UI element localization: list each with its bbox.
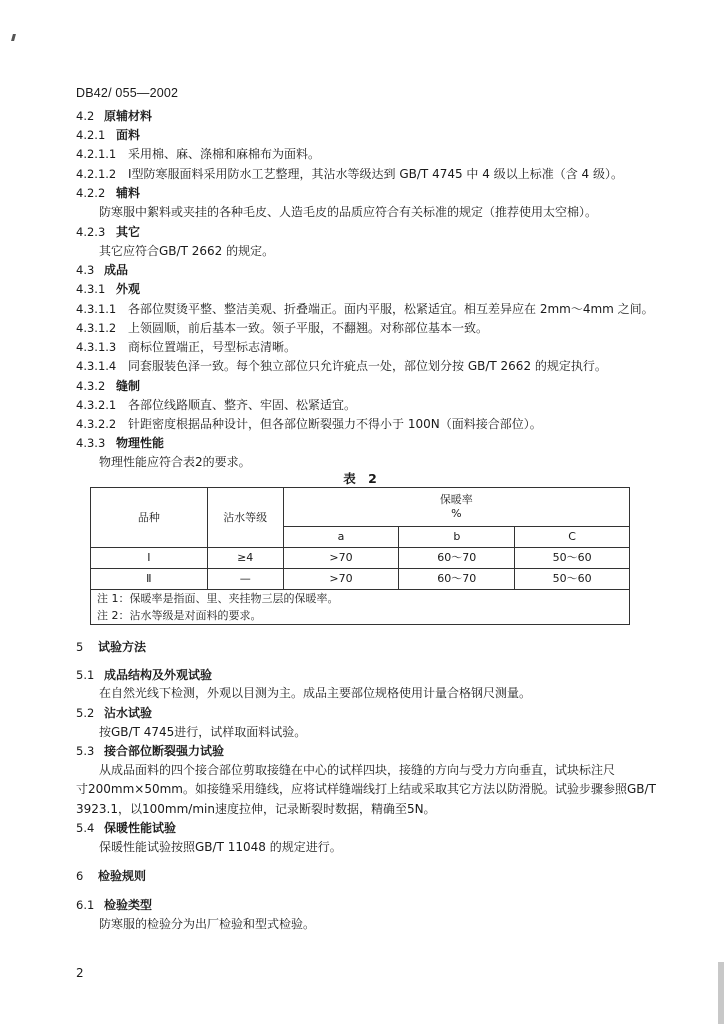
- paragraph-line: [76, 166, 623, 182]
- table-caption: 表 2: [343, 471, 381, 486]
- line-text: 成品结构及外观试验: [104, 668, 213, 682]
- subheader-a: a: [283, 527, 399, 548]
- cell-water: —: [207, 569, 283, 590]
- paragraph-line: [99, 724, 306, 740]
- table-note-2: 注 2：沾水等级是对面料的要求。: [91, 607, 630, 625]
- clause-number: 4.2.2: [76, 186, 106, 200]
- clause-number: 5.1: [76, 668, 95, 682]
- section-heading: [76, 639, 146, 655]
- paragraph-line: [99, 916, 315, 932]
- section-heading: [76, 224, 140, 240]
- clause-number: 4.3.2.2: [76, 417, 117, 431]
- paragraph-line: [99, 204, 597, 220]
- paragraph-line: [76, 781, 656, 797]
- line-text: 面料: [116, 128, 141, 142]
- paragraph-line: [76, 416, 542, 432]
- clause-number: 4.3.1.3: [76, 340, 117, 354]
- section-heading: [76, 281, 140, 297]
- line-text: 检验类型: [104, 898, 153, 912]
- section-heading: [76, 897, 152, 913]
- section-heading: [76, 435, 164, 451]
- paragraph-line: [76, 146, 320, 162]
- line-text: 沾水试验: [104, 706, 153, 720]
- table-row: [91, 569, 630, 590]
- paragraph-line: [99, 762, 615, 778]
- subheader-b: b: [399, 527, 515, 548]
- line-text: 保暖性能试验按照GB/T 11048 的规定进行。: [99, 840, 342, 854]
- header-water-grade: 沾水等级: [207, 488, 283, 548]
- clause-number: 4.3: [76, 263, 95, 277]
- line-text: 检验规则: [98, 869, 147, 883]
- clause-number: 6.1: [76, 898, 95, 912]
- section-heading: [76, 705, 152, 721]
- line-text: 各部位熨烫平整、整洁美观、折叠端正。面内平服，松紧适宜。相互差异应在 2mm～4mm 之间。: [128, 302, 654, 316]
- line-text: 同套服装色泽一致。每个独立部位只允许疵点一处，部位划分按 GB/T 2662 的规定执行。: [128, 359, 607, 373]
- clause-number: 5.3: [76, 744, 95, 758]
- clause-number: 4.3.2: [76, 379, 106, 393]
- clause-number: 4.2: [76, 109, 95, 123]
- subheader-c: C: [515, 527, 630, 548]
- line-text: 保暖性能试验: [104, 821, 177, 835]
- line-text: 各部位线路顺直、整齐、牢固、松紧适宜。: [128, 398, 357, 412]
- line-text: 寸200mm×50mm。如接缝采用缝线，应将试样缝端线打上结或采取其它方法以防滑脱。试验步骤参照GB/T: [76, 782, 656, 796]
- line-text: 商标位置端正，号型标志清晰。: [128, 340, 297, 354]
- line-text: 针距密度根据品种设计，但各部位断裂强力不得小于 100N（面料接合部位）。: [128, 417, 542, 431]
- cell-variety: Ⅱ: [91, 569, 208, 590]
- section-heading: [76, 262, 128, 278]
- section-heading: [76, 108, 152, 124]
- line-text: 接合部位断裂强力试验: [104, 744, 225, 758]
- paragraph-line: [99, 685, 531, 701]
- section-heading: [76, 127, 140, 143]
- section-heading: [76, 868, 146, 884]
- clause-number: 4.2.1: [76, 128, 106, 142]
- section-heading: [76, 820, 176, 836]
- clause-number: 4.3.1.2: [76, 321, 117, 335]
- document-code: DB42/ 055—2002: [76, 86, 179, 100]
- paragraph-line: [76, 801, 436, 817]
- line-text: 物理性能应符合表2的要求。: [99, 455, 251, 469]
- clause-number: 4.3.1: [76, 282, 106, 296]
- warmth-rate-label: 保暖率: [439, 493, 473, 506]
- line-text: 上领圆顺，前后基本一致。领子平服，不翻翘。对称部位基本一致。: [128, 321, 489, 335]
- line-text: 成品: [104, 263, 129, 277]
- cell-b: 60～70: [399, 569, 515, 590]
- paragraph-line: [76, 301, 654, 317]
- paragraph-line: [99, 454, 251, 470]
- line-text: 在自然光线下检测，外观以目测为主。成品主要部位规格使用计量合格钢尺测量。: [99, 686, 532, 700]
- table-note-1: 注 1：保暖率是指面、里、夹挂物三层的保暖率。: [91, 590, 630, 608]
- paragraph-line: [99, 839, 342, 855]
- cell-variety: Ⅰ: [91, 548, 208, 569]
- scan-mark: [11, 34, 16, 41]
- line-text: 外观: [116, 282, 141, 296]
- section-heading: [76, 743, 224, 759]
- clause-number: 4.3.1.1: [76, 302, 117, 316]
- cell-a: >70: [283, 569, 399, 590]
- clause-number: 4.2.3: [76, 225, 106, 239]
- section-heading: [76, 667, 212, 683]
- clause-number: 4.2.1.1: [76, 147, 117, 161]
- paragraph-line: [99, 243, 274, 259]
- line-text: 辅料: [116, 186, 141, 200]
- line-text: 其它: [116, 225, 141, 239]
- paragraph-line: [76, 320, 488, 336]
- line-text: 试验方法: [98, 640, 147, 654]
- line-text: 其它应符合GB/T 2662 的规定。: [99, 244, 275, 258]
- cell-c: 50～60: [515, 569, 630, 590]
- line-text: 从成品面料的四个接合部位剪取接缝在中心的试样四块，接缝的方向与受力方向垂直，试块标注尺: [99, 763, 616, 777]
- header-variety: 品种: [91, 488, 208, 548]
- clause-number: 4.2.1.2: [76, 167, 117, 181]
- warmth-rate-unit: %: [451, 507, 462, 520]
- paragraph-line: [76, 339, 296, 355]
- cell-a: >70: [283, 548, 399, 569]
- section-heading: [76, 378, 140, 394]
- cell-c: 50～60: [515, 548, 630, 569]
- line-text: 采用棉、麻、涤棉和麻棉布为面料。: [128, 147, 321, 161]
- page-number: 2: [76, 966, 84, 980]
- section-heading: [76, 185, 140, 201]
- line-text: 按GB/T 4745进行，试样取面料试验。: [99, 725, 307, 739]
- clause-number: 5: [76, 640, 84, 654]
- line-text: 3923.1，以100mm/min速度拉伸，记录断裂时数据，精确至5N。: [76, 802, 436, 816]
- line-text: 缝制: [116, 379, 141, 393]
- line-text: 原辅材料: [104, 109, 153, 123]
- page-edge-shadow: [718, 962, 724, 1024]
- cell-b: 60～70: [399, 548, 515, 569]
- clause-number: 4.3.3: [76, 436, 106, 450]
- paragraph-line: [76, 397, 356, 413]
- paragraph-line: [76, 358, 607, 374]
- line-text: Ⅰ型防寒服面料采用防水工艺整理，其沾水等级达到 GB/T 4745 中 4 级以上标准（含 4 级）。: [128, 167, 623, 181]
- table-row: [91, 548, 630, 569]
- table-2: [90, 487, 630, 625]
- clause-number: 5.2: [76, 706, 95, 720]
- line-text: 防寒服的检验分为出厂检验和型式检验。: [99, 917, 316, 931]
- clause-number: 4.3.1.4: [76, 359, 117, 373]
- cell-water: ≥4: [207, 548, 283, 569]
- line-text: 物理性能: [116, 436, 165, 450]
- header-warmth-rate: [283, 488, 629, 527]
- clause-number: 6: [76, 869, 84, 883]
- clause-number: 5.4: [76, 821, 95, 835]
- line-text: 防寒服中絮料或夹挂的各种毛皮、人造毛皮的品质应符合有关标准的规定（推荐使用太空棉）。: [99, 205, 598, 219]
- clause-number: 4.3.2.1: [76, 398, 117, 412]
